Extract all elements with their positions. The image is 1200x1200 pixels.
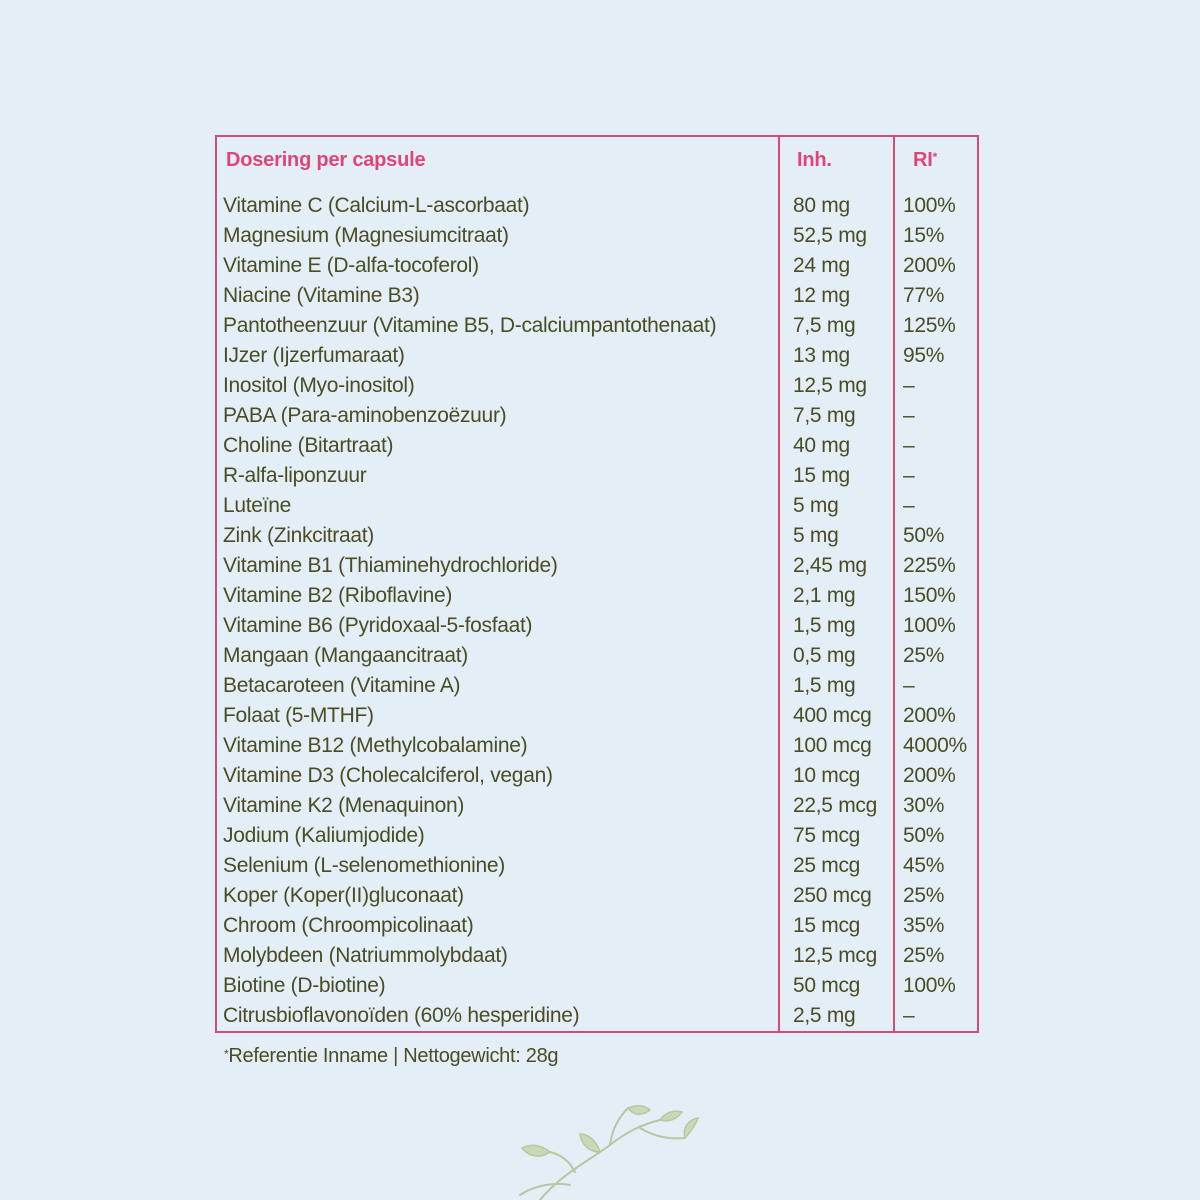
table-row bbox=[217, 791, 977, 821]
table-row bbox=[217, 911, 977, 941]
ingredient-amount: 12,5 mg bbox=[793, 374, 867, 397]
ingredient-ri: 200% bbox=[903, 254, 956, 277]
ingredient-ri: 100% bbox=[903, 194, 956, 217]
ingredient-ri: 200% bbox=[903, 764, 956, 787]
ingredient-name: Vitamine B12 (Methylcobalamine) bbox=[223, 734, 528, 757]
ingredient-amount: 15 mg bbox=[793, 464, 850, 487]
ingredient-amount: 5 mg bbox=[793, 494, 839, 517]
table-row bbox=[217, 371, 977, 401]
table-row bbox=[217, 431, 977, 461]
ingredient-amount: 7,5 mg bbox=[793, 314, 856, 337]
ingredient-amount: 2,5 mg bbox=[793, 1004, 856, 1027]
table-row bbox=[217, 671, 977, 701]
ingredient-amount: 40 mg bbox=[793, 434, 850, 457]
ingredient-name: Selenium (L-selenomethionine) bbox=[223, 854, 505, 877]
ingredient-ri: 50% bbox=[903, 824, 945, 847]
ingredient-amount: 12,5 mcg bbox=[793, 944, 877, 967]
ingredient-ri: – bbox=[903, 1004, 915, 1027]
ingredient-name: Folaat (5-MTHF) bbox=[223, 704, 374, 727]
table-row bbox=[217, 521, 977, 551]
ingredient-name: Choline (Bitartraat) bbox=[223, 434, 394, 457]
table-row bbox=[217, 191, 977, 221]
header-ri-label: RI bbox=[913, 149, 933, 171]
ingredient-ri: – bbox=[903, 434, 915, 457]
ingredient-amount: 12 mg bbox=[793, 284, 850, 307]
table-row bbox=[217, 221, 977, 251]
ingredient-amount: 5 mg bbox=[793, 524, 839, 547]
ingredient-amount: 0,5 mg bbox=[793, 644, 856, 667]
ingredient-name: Niacine (Vitamine B3) bbox=[223, 284, 420, 307]
table-row bbox=[217, 941, 977, 971]
table-row bbox=[217, 1001, 977, 1031]
header-amount: Inh. bbox=[797, 149, 832, 171]
table-row bbox=[217, 461, 977, 491]
ingredient-name: PABA (Para-aminobenzoëzuur) bbox=[223, 404, 507, 427]
header-dosage: Dosering per capsule bbox=[226, 149, 426, 171]
footnote-mark: * bbox=[224, 1047, 229, 1061]
table-row bbox=[217, 551, 977, 581]
ingredient-amount: 1,5 mg bbox=[793, 674, 856, 697]
ingredient-amount: 13 mg bbox=[793, 344, 850, 367]
nutrition-table bbox=[215, 135, 979, 1033]
header-ri-mark: * bbox=[932, 150, 938, 164]
ingredient-ri: – bbox=[903, 374, 915, 397]
header-ri bbox=[913, 147, 937, 173]
ingredient-amount: 250 mcg bbox=[793, 884, 872, 907]
ingredient-name: Jodium (Kaliumjodide) bbox=[223, 824, 425, 847]
ingredient-name: Vitamine B6 (Pyridoxaal-5-fosfaat) bbox=[223, 614, 533, 637]
ingredient-name: Biotine (D-biotine) bbox=[223, 974, 386, 997]
ingredient-name: R-alfa-liponzuur bbox=[223, 464, 367, 487]
ingredient-ri: 50% bbox=[903, 524, 945, 547]
ingredient-name: Chroom (Chroompicolinaat) bbox=[223, 914, 474, 937]
ingredient-ri: 95% bbox=[903, 344, 945, 367]
ingredient-ri: 30% bbox=[903, 794, 945, 817]
table-row bbox=[217, 341, 977, 371]
ingredient-amount: 400 mcg bbox=[793, 704, 872, 727]
table-row bbox=[217, 821, 977, 851]
ingredient-ri: 125% bbox=[903, 314, 956, 337]
ingredient-name: Citrusbioflavonoïden (60% hesperidine) bbox=[223, 1004, 580, 1027]
ingredient-ri: 225% bbox=[903, 554, 956, 577]
ingredient-name: Molybdeen (Natriummolybdaat) bbox=[223, 944, 508, 967]
ingredient-amount: 25 mcg bbox=[793, 854, 861, 877]
ingredient-amount: 75 mcg bbox=[793, 824, 861, 847]
ingredient-ri: – bbox=[903, 494, 915, 517]
footnote-text: Referentie Inname | Nettogewicht: 28g bbox=[228, 1045, 559, 1067]
table-row bbox=[217, 731, 977, 761]
ingredient-ri: 35% bbox=[903, 914, 945, 937]
ingredient-amount: 1,5 mg bbox=[793, 614, 856, 637]
table-row bbox=[217, 701, 977, 731]
ingredient-amount: 15 mcg bbox=[793, 914, 861, 937]
ingredient-amount: 10 mcg bbox=[793, 764, 861, 787]
table-row bbox=[217, 401, 977, 431]
table-row bbox=[217, 971, 977, 1001]
ingredient-amount: 2,45 mg bbox=[793, 554, 867, 577]
ingredient-name: Pantotheenzuur (Vitamine B5, D-calciumpantothenaat) bbox=[223, 314, 717, 337]
table-row bbox=[217, 611, 977, 641]
ingredient-ri: 77% bbox=[903, 284, 945, 307]
ingredient-amount: 7,5 mg bbox=[793, 404, 856, 427]
ingredient-ri: 100% bbox=[903, 974, 956, 997]
ingredient-name: Luteïne bbox=[223, 494, 291, 517]
ingredient-amount: 80 mg bbox=[793, 194, 850, 217]
ingredient-ri: 25% bbox=[903, 884, 945, 907]
ingredient-amount: 2,1 mg bbox=[793, 584, 856, 607]
ingredient-name: Vitamine E (D-alfa-tocoferol) bbox=[223, 254, 479, 277]
ingredient-name: Betacaroteen (Vitamine A) bbox=[223, 674, 461, 697]
ingredient-name: Vitamine C (Calcium-L-ascorbaat) bbox=[223, 194, 530, 217]
footnote bbox=[224, 1041, 558, 1071]
ingredient-ri: 45% bbox=[903, 854, 945, 877]
ingredient-amount: 50 mcg bbox=[793, 974, 861, 997]
ingredient-name: Vitamine K2 (Menaquinon) bbox=[223, 794, 465, 817]
ingredient-ri: 4000% bbox=[903, 734, 967, 757]
leaf-sprig-icon bbox=[500, 1100, 700, 1200]
table-row bbox=[217, 491, 977, 521]
ingredient-ri: 15% bbox=[903, 224, 945, 247]
table-row bbox=[217, 281, 977, 311]
table-row bbox=[217, 641, 977, 671]
ingredient-name: Vitamine B1 (Thiaminehydrochloride) bbox=[223, 554, 558, 577]
ingredient-amount: 24 mg bbox=[793, 254, 850, 277]
ingredient-name: Koper (Koper(II)gluconaat) bbox=[223, 884, 464, 907]
ingredient-ri: 100% bbox=[903, 614, 956, 637]
ingredient-name: Mangaan (Mangaancitraat) bbox=[223, 644, 468, 667]
ingredient-amount: 100 mcg bbox=[793, 734, 872, 757]
ingredient-ri: – bbox=[903, 464, 915, 487]
table-row bbox=[217, 761, 977, 791]
ingredient-ri: 150% bbox=[903, 584, 956, 607]
table-row bbox=[217, 851, 977, 881]
table-row bbox=[217, 581, 977, 611]
ingredient-ri: 25% bbox=[903, 944, 945, 967]
ingredient-name: Vitamine B2 (Riboflavine) bbox=[223, 584, 453, 607]
ingredient-name: IJzer (Ijzerfumaraat) bbox=[223, 344, 405, 367]
ingredient-amount: 22,5 mcg bbox=[793, 794, 877, 817]
ingredient-ri: 200% bbox=[903, 704, 956, 727]
ingredient-ri: – bbox=[903, 404, 915, 427]
ingredient-name: Vitamine D3 (Cholecalciferol, vegan) bbox=[223, 764, 553, 787]
table-row bbox=[217, 251, 977, 281]
ingredient-name: Magnesium (Magnesiumcitraat) bbox=[223, 224, 509, 247]
ingredient-name: Zink (Zinkcitraat) bbox=[223, 524, 374, 547]
table-row bbox=[217, 881, 977, 911]
ingredient-ri: 25% bbox=[903, 644, 945, 667]
ingredient-amount: 52,5 mg bbox=[793, 224, 867, 247]
ingredient-name: Inositol (Myo-inositol) bbox=[223, 374, 415, 397]
ingredient-ri: – bbox=[903, 674, 915, 697]
table-body bbox=[217, 191, 977, 1031]
table-row bbox=[217, 311, 977, 341]
